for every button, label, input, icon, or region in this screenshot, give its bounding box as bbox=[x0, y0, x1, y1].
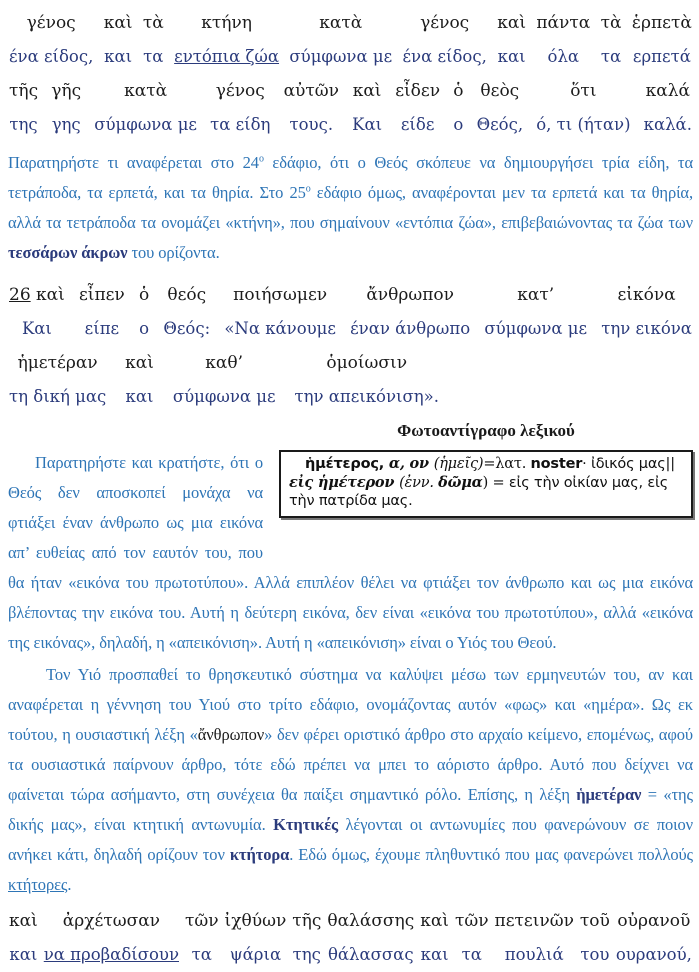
interlinear-word-pair bbox=[103, 6, 134, 74]
text-segment: (ἡμεῖς) bbox=[433, 456, 484, 472]
modern-greek-translation-word bbox=[174, 40, 279, 74]
text-segment: γένος bbox=[26, 13, 76, 33]
interlinear-word-pair bbox=[600, 278, 693, 346]
modern-greek-translation-word bbox=[94, 108, 197, 142]
interlinear-word-pair bbox=[8, 346, 107, 414]
text-segment: τα bbox=[191, 945, 212, 964]
text-segment: και bbox=[420, 945, 449, 964]
text-segment: ἑρπετὰ bbox=[631, 13, 692, 33]
text-segment: ἡμετέραν bbox=[17, 353, 98, 373]
modern-greek-translation-word bbox=[484, 312, 587, 346]
interlinear-word-pair bbox=[283, 74, 340, 142]
text-segment: τους. bbox=[289, 115, 334, 134]
interlinear-word-pair bbox=[224, 904, 288, 972]
modern-greek-translation-word bbox=[352, 108, 382, 142]
text-segment: ὁμοίωσιν bbox=[326, 353, 408, 373]
ancient-greek-word bbox=[601, 278, 692, 312]
ancient-greek-word bbox=[9, 904, 38, 938]
interlinear-word-pair bbox=[138, 278, 150, 346]
ancient-greek-word bbox=[350, 278, 470, 312]
modern-greek-translation-word bbox=[284, 108, 339, 142]
ancient-greek-word bbox=[284, 74, 339, 108]
text-segment: καλά. bbox=[643, 115, 692, 134]
text-segment: ἰχθύων bbox=[224, 911, 287, 931]
ancient-greek-word bbox=[289, 6, 392, 40]
text-segment: ἡμέτερος, bbox=[305, 456, 385, 472]
text-segment: κτήτορα bbox=[229, 845, 290, 864]
text-segment: της bbox=[9, 115, 38, 134]
interlinear-word-pair bbox=[419, 904, 450, 972]
ancient-greek-word bbox=[352, 74, 382, 108]
ancient-greek-word bbox=[495, 904, 574, 938]
modern-greek-translation-word bbox=[420, 938, 449, 972]
text-segment: ποιήσωμεν bbox=[233, 285, 328, 305]
text-segment: θεός bbox=[167, 285, 207, 305]
text-segment: και bbox=[9, 945, 38, 964]
modern-greek-translation-word bbox=[292, 938, 321, 972]
modern-greek-translation-word bbox=[616, 938, 692, 972]
text-segment: ) = bbox=[482, 474, 509, 491]
modern-greek-translation-word bbox=[163, 312, 210, 346]
text-segment: έναν άνθρωπο bbox=[350, 319, 471, 338]
text-segment: να προβαδίσουν bbox=[43, 945, 179, 964]
interlinear-word-pair bbox=[288, 6, 393, 74]
text-segment: τοῦ bbox=[579, 911, 610, 931]
interlinear-genesis-verse25 bbox=[8, 6, 693, 142]
modern-greek-translation-word bbox=[125, 380, 154, 414]
text-segment: · ἰδικός μας|| bbox=[582, 456, 675, 472]
text-segment: =λατ. bbox=[483, 456, 531, 472]
text-segment: τα bbox=[600, 47, 622, 66]
modern-greek-translation-word bbox=[210, 108, 270, 142]
ancient-greek-word bbox=[94, 74, 197, 108]
text-segment: καὶ bbox=[125, 353, 154, 373]
modern-greek-translation-word bbox=[289, 40, 392, 74]
text-segment: ἡμετέραν bbox=[576, 785, 642, 804]
text-segment: καὶ bbox=[30, 285, 65, 305]
interlinear-genesis-fish-birds bbox=[8, 904, 693, 972]
modern-greek-translation-word bbox=[327, 938, 414, 972]
text-segment: = «της δικής μας», είναι κτητική αντωνυμία. bbox=[8, 785, 693, 834]
text-segment: ό, τι (ήταν) bbox=[536, 115, 631, 134]
text-segment: noster bbox=[530, 456, 583, 472]
interlinear-word-pair bbox=[184, 904, 220, 972]
text-segment: ο bbox=[453, 115, 464, 134]
text-segment: ὁ bbox=[453, 81, 464, 101]
ancient-greek-word bbox=[125, 346, 154, 380]
text-segment: πουλιά bbox=[504, 945, 564, 964]
modern-greek-translation-word bbox=[143, 40, 164, 74]
text-segment: «Να κάνουμε bbox=[224, 319, 336, 338]
text-segment: ένα είδος, bbox=[9, 47, 94, 66]
text-segment: εἰκόνα bbox=[617, 285, 676, 305]
interlinear-word-pair bbox=[8, 278, 66, 346]
modern-greek-translation-word bbox=[403, 40, 487, 74]
ancient-greek-word bbox=[455, 904, 489, 938]
text-segment: και bbox=[104, 47, 133, 66]
ancient-greek-word bbox=[185, 904, 219, 938]
interlinear-row bbox=[8, 74, 693, 142]
text-segment: τη δική μας bbox=[9, 387, 107, 406]
modern-greek-translation-word bbox=[139, 312, 149, 346]
text-segment: του ορίζοντα. bbox=[127, 243, 220, 262]
text-segment: ψάρια bbox=[229, 945, 282, 964]
interlinear-word-pair bbox=[476, 74, 525, 142]
modern-greek-translation-word bbox=[79, 312, 125, 346]
text-segment: θάλασσας bbox=[327, 945, 414, 964]
ancient-greek-word bbox=[601, 6, 622, 40]
text-segment: γένος bbox=[215, 81, 265, 101]
dictionary-entry-box bbox=[279, 450, 693, 518]
ancient-greek-word bbox=[143, 6, 164, 40]
text-segment: σύμφωνα με bbox=[289, 47, 393, 66]
interlinear-row bbox=[8, 904, 693, 972]
text-segment: Κτητικές bbox=[273, 815, 339, 834]
text-segment: της bbox=[292, 945, 321, 964]
text-segment: κατὰ bbox=[319, 13, 363, 33]
text-segment: καθ’ bbox=[205, 353, 244, 373]
modern-greek-translation-word bbox=[51, 108, 81, 142]
interlinear-word-pair bbox=[535, 6, 591, 74]
text-segment: την απεικόνιση». bbox=[294, 387, 439, 406]
text-segment: τα bbox=[461, 945, 482, 964]
text-segment: κτήτορες bbox=[8, 875, 68, 894]
interlinear-word-pair bbox=[291, 904, 322, 972]
modern-greek-translation-word bbox=[173, 380, 276, 414]
text-segment: του bbox=[580, 945, 610, 964]
text-segment: εἶδεν bbox=[395, 81, 441, 101]
interlinear-word-pair bbox=[483, 278, 588, 346]
ancient-greek-word bbox=[632, 6, 692, 40]
interlinear-row bbox=[8, 278, 693, 346]
interlinear-word-pair bbox=[402, 6, 488, 74]
text-segment: τῶν bbox=[184, 911, 219, 931]
commentary-with-dictionary bbox=[8, 448, 693, 658]
text-segment: την εικόνα bbox=[601, 319, 692, 338]
text-segment: ὅτι bbox=[570, 81, 597, 101]
ancient-greek-word bbox=[173, 346, 276, 380]
text-segment: θεὸς bbox=[480, 81, 520, 101]
text-segment: αὐτῶν bbox=[283, 81, 339, 101]
text-segment: εδάφιο, ότι ο Θεός σκόπευε να δημιουργήσει τρία είδη, τα τετράποδα, τα ερπετά, και τα θηρία. Στο 25 bbox=[8, 153, 693, 202]
interlinear-word-pair bbox=[615, 904, 693, 972]
interlinear-genesis-verse26 bbox=[8, 278, 693, 414]
ancient-greek-word bbox=[51, 74, 81, 108]
text-segment: ἄνθρωπον bbox=[366, 285, 454, 305]
interlinear-word-pair bbox=[8, 74, 39, 142]
text-segment: δῶμα bbox=[438, 473, 483, 491]
dictionary-photocopy-float bbox=[279, 450, 693, 518]
text-segment: σύμφωνα με bbox=[94, 115, 197, 134]
text-segment: τῶν bbox=[454, 911, 489, 931]
ancient-greek-word bbox=[420, 904, 449, 938]
ancient-greek-word bbox=[477, 74, 524, 108]
ancient-greek-word bbox=[9, 74, 38, 108]
interlinear-word-pair bbox=[8, 904, 39, 972]
text-segment: και bbox=[497, 47, 526, 66]
interlinear-word-pair bbox=[293, 346, 440, 414]
text-segment: (ἐνν. bbox=[399, 474, 439, 491]
text-segment: εἰς τὴν οἰκίαν μας, εἰς τὴν πατρίδα μας. bbox=[289, 474, 669, 509]
text-segment: τα bbox=[143, 47, 164, 66]
text-segment: τὰ bbox=[142, 13, 164, 33]
modern-greek-translation-word bbox=[9, 40, 93, 74]
ancient-greek-word bbox=[104, 6, 133, 40]
text-segment: καὶ bbox=[9, 911, 38, 931]
ancient-greek-word bbox=[44, 904, 179, 938]
text-segment: κατὰ bbox=[124, 81, 168, 101]
text-segment: σύμφωνα με bbox=[484, 319, 588, 338]
modern-greek-translation-word bbox=[9, 312, 65, 346]
text-segment: γης bbox=[51, 115, 81, 134]
modern-greek-translation-word bbox=[294, 380, 439, 414]
text-segment: ο bbox=[258, 153, 264, 165]
text-segment: σύμφωνα με bbox=[172, 387, 276, 406]
interlinear-word-pair bbox=[50, 74, 82, 142]
modern-greek-translation-word bbox=[185, 938, 219, 972]
text-segment: λέγονται οι αντωνυμίες που φανερώνουν σε ποιον ανήκει κάτι, δηλαδή ορίζουν τον bbox=[8, 815, 694, 864]
commentary-paragraph-verse24-25 bbox=[8, 148, 693, 268]
ancient-greek-word bbox=[616, 904, 692, 938]
ancient-greek-word bbox=[9, 346, 106, 380]
text-segment: οὐρανοῦ bbox=[617, 911, 691, 931]
interlinear-row bbox=[8, 346, 440, 414]
text-segment: καὶ bbox=[420, 911, 449, 931]
ancient-greek-word bbox=[79, 278, 125, 312]
text-segment: ουρανού, bbox=[615, 945, 692, 964]
interlinear-word-pair bbox=[600, 6, 623, 74]
text-segment: είπε bbox=[84, 319, 120, 338]
interlinear-word-pair bbox=[172, 346, 277, 414]
modern-greek-translation-word bbox=[644, 108, 692, 142]
text-segment: εντόπια ζώα bbox=[174, 47, 280, 66]
text-segment: πάντα bbox=[536, 13, 591, 33]
text-segment: είδε bbox=[400, 115, 435, 134]
interlinear-word-pair bbox=[142, 6, 165, 74]
dictionary-photocopy-heading: Φωτοαντίγραφο λεξικού bbox=[397, 421, 575, 440]
modern-greek-translation-word bbox=[224, 312, 336, 346]
text-segment: καὶ bbox=[103, 13, 133, 33]
ancient-greek-word bbox=[580, 904, 610, 938]
text-segment: όλα bbox=[547, 47, 580, 66]
interlinear-word-pair bbox=[209, 74, 271, 142]
ancient-greek-word bbox=[294, 346, 439, 380]
ancient-greek-word bbox=[536, 74, 630, 108]
text-segment: Παρατηρήστε και κρατήστε, ότι ο Θεός δεν αποσκοπεί μονάχα να φτιάξει έναν άνθρωπο ως μια εικόνα απ’ ευθείας από τον εαυτόν του, που θα ήταν «εικόνα του πρωτοτύπου». Αλλά επιπλέον θέλει να φτιάξει τον άνθρωπο και ως μια εικόνα βλέποντας την εικόνα του. Αυτή η δεύτερη εικόνα, δεν είναι «εικόνα του πρωτοτύπου», αλλά «εικόνα της εικόνας», δηλαδή, η «απεικόνιση». Αυτή η «απεικόνιση» είναι ο Υιός του Θεού. bbox=[8, 453, 693, 652]
interlinear-word-pair bbox=[351, 74, 383, 142]
ancient-greek-word bbox=[644, 74, 692, 108]
modern-greek-translation-word bbox=[632, 40, 692, 74]
modern-greek-translation-word bbox=[536, 40, 590, 74]
ancient-greek-word bbox=[225, 904, 287, 938]
ancient-greek-word bbox=[497, 6, 526, 40]
modern-greek-translation-word bbox=[9, 108, 38, 142]
text-segment: ἄνθρωπον bbox=[197, 725, 265, 744]
text-segment: Και bbox=[352, 115, 383, 134]
text-segment: ο bbox=[139, 319, 150, 338]
text-segment: εἰς ἡμέτερον bbox=[289, 473, 400, 491]
text-segment: Τον Υιό προσπαθεί το θρησκευτικό σύστημα να καλύψει μέσω των ερμηνευτών του, αν και αναφέρεται η γέννηση του Υιού στο τρίτο εδάφιο, ονομάζοντας αυτόν «φως» και «ημέρα». Ως εκ τούτου, η ουσιαστική λέξη « bbox=[8, 665, 693, 744]
modern-greek-translation-word bbox=[601, 40, 622, 74]
text-segment: ἀρχέτωσαν bbox=[62, 911, 161, 931]
interlinear-word-pair bbox=[579, 904, 611, 972]
text-segment: γῆς bbox=[51, 81, 82, 101]
text-segment: 26 bbox=[9, 285, 31, 305]
interlinear-word-pair bbox=[124, 346, 155, 414]
text-segment: . bbox=[67, 875, 72, 894]
interlinear-word-pair bbox=[173, 6, 280, 74]
ancient-greek-word bbox=[210, 74, 270, 108]
commentary-paragraph-son bbox=[8, 660, 693, 900]
interlinear-word-pair bbox=[349, 278, 471, 346]
text-segment: καὶ bbox=[497, 13, 526, 33]
text-segment: . Εδώ όμως, έχουμε πληθυντικό που μας φανερώνει πολλούς bbox=[289, 845, 693, 864]
interlinear-word-pair bbox=[394, 74, 441, 142]
text-segment: Θεός, bbox=[476, 115, 524, 134]
interlinear-word-pair bbox=[162, 278, 211, 346]
ancient-greek-word bbox=[163, 278, 210, 312]
interlinear-word-pair bbox=[223, 278, 337, 346]
interlinear-word-pair bbox=[535, 74, 631, 142]
text-segment: καὶ bbox=[352, 81, 382, 101]
text-segment: τὰ bbox=[600, 13, 622, 33]
ancient-greek-word bbox=[403, 6, 487, 40]
modern-greek-translation-word bbox=[497, 40, 526, 74]
text-segment: Και bbox=[21, 319, 52, 338]
text-segment: τῆς bbox=[292, 911, 322, 931]
modern-greek-translation-word bbox=[225, 938, 287, 972]
text-segment: γένος bbox=[420, 13, 470, 33]
ancient-greek-word bbox=[536, 6, 590, 40]
text-segment: ὁ bbox=[138, 285, 150, 305]
text-segment: ένα είδος, bbox=[402, 47, 487, 66]
ancient-greek-word bbox=[395, 74, 440, 108]
text-segment: και bbox=[125, 387, 154, 406]
interlinear-word-pair bbox=[452, 74, 464, 142]
text-segment: Θεός: bbox=[163, 319, 211, 338]
modern-greek-translation-word bbox=[536, 108, 630, 142]
modern-greek-translation-word bbox=[104, 40, 133, 74]
text-segment: καλά bbox=[645, 81, 690, 101]
interlinear-word-pair bbox=[454, 904, 490, 972]
modern-greek-translation-word bbox=[453, 108, 463, 142]
text-segment: ερπετά bbox=[632, 47, 691, 66]
ancient-greek-word bbox=[484, 278, 587, 312]
interlinear-row bbox=[8, 6, 693, 74]
ancient-greek-word bbox=[174, 6, 279, 40]
text-segment: Παρατηρήστε τι αναφέρεται στο 24 bbox=[8, 153, 259, 172]
ancient-greek-word bbox=[9, 278, 65, 312]
modern-greek-translation-word bbox=[350, 312, 470, 346]
text-segment: τα είδη bbox=[210, 115, 271, 134]
text-segment: πετεινῶν bbox=[494, 911, 574, 931]
text-segment: θαλάσσης bbox=[327, 911, 415, 931]
interlinear-word-pair bbox=[78, 278, 126, 346]
ancient-greek-word bbox=[139, 278, 149, 312]
modern-greek-translation-word bbox=[9, 380, 106, 414]
interlinear-word-pair bbox=[643, 74, 693, 142]
ancient-greek-word bbox=[292, 904, 321, 938]
interlinear-word-pair bbox=[631, 6, 693, 74]
text-segment: κατ’ bbox=[517, 285, 555, 305]
interlinear-word-pair bbox=[93, 74, 198, 142]
ancient-greek-word bbox=[453, 74, 463, 108]
text-segment: κτήνη bbox=[201, 13, 252, 33]
text-segment: εδάφιο όμως, αναφέρονται μεν τα ερπετά και τα θηρία, αλλά τα τετράποδα τα ονομάζει «κτήνη», που σημαίνουν «εντόπια ζώα», επιβεβαιώνοντας τα ζώα των bbox=[8, 183, 693, 232]
interlinear-word-pair bbox=[496, 6, 527, 74]
interlinear-word-pair bbox=[43, 904, 180, 972]
text-segment: α, ον bbox=[384, 455, 434, 472]
text-segment: εἶπεν bbox=[78, 285, 125, 305]
modern-greek-translation-word bbox=[477, 108, 524, 142]
ancient-greek-word bbox=[224, 278, 336, 312]
modern-greek-translation-word bbox=[395, 108, 440, 142]
modern-greek-translation-word bbox=[495, 938, 574, 972]
interlinear-word-pair bbox=[8, 6, 94, 74]
modern-greek-translation-word bbox=[455, 938, 489, 972]
modern-greek-translation-word bbox=[9, 938, 38, 972]
ancient-greek-word bbox=[9, 6, 93, 40]
interlinear-word-pair bbox=[326, 904, 415, 972]
modern-greek-translation-word bbox=[44, 938, 179, 972]
modern-greek-translation-word bbox=[601, 312, 692, 346]
modern-greek-translation-word bbox=[580, 938, 610, 972]
text-segment: τῆς bbox=[9, 81, 39, 101]
interlinear-word-pair bbox=[494, 904, 575, 972]
text-segment: ο bbox=[305, 183, 311, 195]
text-segment: » δεν φέρει οριστικό άρθρο στο αρχαίο κείμενο, επομένως, αφού τα ουσιαστικά παίρνουν άρθρο, τότε εδώ πρέπει να μπει το αόριστο άρθρο. Αυτό που δείχνει να φαίνεται τώρα ασήμαντο, στη συνέχεια θα παίξει σημαντικό ρόλο. Επίσης, η λέξη bbox=[8, 725, 693, 804]
ancient-greek-word bbox=[327, 904, 414, 938]
text-segment: τεσσάρων άκρων bbox=[8, 243, 128, 262]
